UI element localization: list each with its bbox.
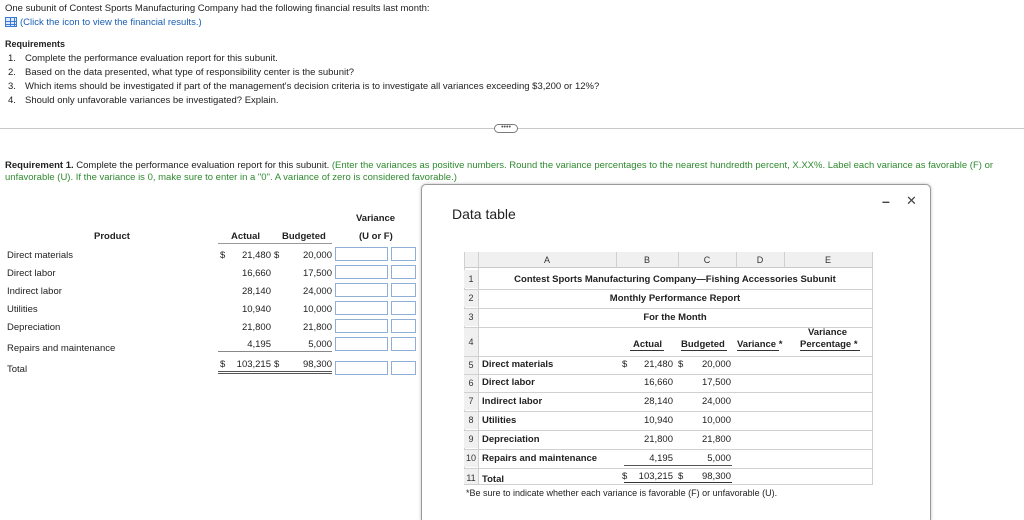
uf-input[interactable] [391,337,416,351]
column-header: C [678,252,736,268]
company-title: Contest Sports Manufacturing Company—Fishing Accessories Subunit [514,274,836,285]
currency-symbol: $ [622,471,628,482]
total-rule-2 [218,373,332,374]
req1-instruction-line2: unfavorable (U). If the variance is 0, make sure to enter in a "0". A variance of zero is considered favorable.) [5,172,457,183]
data-table-footnote: *Be sure to indicate whether each variance is favorable (F) or unfavorable (U). [466,488,778,498]
subtotal-rule [218,351,332,352]
actual-underline [630,350,664,351]
req1-instruction-line1: (Enter the variances as positive numbers. Round the variance percentages to the nearest hundredth percent, X.XX%. Label each variance as favorable (F) or [329,160,994,171]
actual-value: 21,800 [241,322,271,333]
requirement-number: 1. [8,53,16,64]
sheet-budgeted: 20,000 [701,359,731,370]
variance-underline [737,350,779,351]
req1-text: Complete the performance evaluation report for this subunit. [73,160,330,171]
grid-line [736,252,737,268]
row-number: 5 [464,356,478,374]
header-actual: Actual [231,231,261,242]
budgeted-value: 10,000 [302,304,332,315]
sheet-row-label: Indirect labor [482,396,543,407]
variance-input[interactable] [335,301,388,315]
financial-results-link[interactable] [5,17,202,28]
sheet-row-label: Repairs and maintenance [482,453,598,464]
requirement-number: 2. [8,67,16,78]
requirement-text: Complete the performance evaluation report for this subunit. [25,53,278,64]
col-variance-pct-label-1: Variance [808,327,848,338]
data-table-title: Data table [452,206,516,222]
grid-line [464,374,873,375]
header-uf: (U or F) [359,231,393,242]
row-number: 3 [464,308,478,326]
col-budgeted-label: Budgeted [681,339,725,350]
requirement-item [8,95,16,106]
req1-instructions [5,160,993,171]
grid-line [464,449,873,450]
header-rule [218,243,332,244]
requirement-text: Based on the data presented, what type of responsibility center is the subunit? [25,67,355,78]
requirement-number: 3. [8,81,16,92]
actual-value: 103,215 [236,359,271,370]
sheet-budgeted: 98,300 [701,471,731,482]
variance-input[interactable] [335,319,388,333]
header-variance: Variance [356,213,396,224]
sheet-actual: 4,195 [649,453,673,464]
budgeted-value: 20,000 [302,250,332,261]
sheet-actual: 10,940 [643,415,673,426]
sheet-budgeted: 24,000 [701,396,731,407]
row-label: Indirect labor [7,286,62,297]
sheet-actual: 16,660 [643,377,673,388]
requirement-item [8,81,16,92]
variance-input[interactable] [335,361,388,375]
variance-input[interactable] [335,283,388,297]
requirement-text: Should only unfavorable variances be investigated? Explain. [25,95,279,106]
minimize-button[interactable]: – [882,193,890,209]
grid-line [464,468,873,469]
total-rule-1 [218,371,332,372]
uf-input[interactable] [391,319,416,333]
financial-results-link-text[interactable]: (Click the icon to view the financial results.) [20,17,202,28]
requirement-item [8,53,16,64]
actual-value: 4,195 [247,339,271,350]
col-variance-pct-label-2: Percentage * [800,339,858,350]
report-title: Monthly Performance Report [609,293,741,304]
expand-button[interactable]: •••• [494,124,518,133]
currency-symbol: $ [274,250,280,261]
sheet-actual: 103,215 [638,471,673,482]
req1-label: Requirement 1. [5,160,74,171]
actual-value: 10,940 [241,304,271,315]
row-number: 6 [464,374,478,392]
grid-line [464,430,873,431]
row-number: 1 [464,270,478,288]
sheet-budgeted: 21,800 [701,434,731,445]
currency-symbol: $ [678,471,684,482]
grid-line [464,484,873,485]
variance-pct-underline [800,350,860,351]
row-number: 4 [464,327,478,357]
row-number: 9 [464,430,478,448]
row-label: Depreciation [7,322,61,333]
row-number: 2 [464,289,478,307]
sheet-budgeted: 5,000 [707,453,731,464]
uf-input[interactable] [391,247,416,261]
sheet-row-label: Direct materials [482,359,554,370]
row-label: Utilities [7,304,38,315]
currency-symbol: $ [220,250,226,261]
budgeted-value: 24,000 [302,286,332,297]
header-product: Product [94,231,130,242]
uf-input[interactable] [391,361,416,375]
grid-line [464,289,873,290]
requirement-text: Which items should be investigated if part of the management's decision criteria is to investigate all variances exceeding $3,200 or 12%? [25,81,600,92]
column-header: A [478,252,616,268]
column-header: E [784,252,872,268]
sheet-row-label: Total [482,474,504,485]
sheet-budgeted: 17,500 [701,377,731,388]
requirements-heading: Requirements [5,39,66,49]
report-period: For the Month [643,312,707,323]
sheet-total-rule [624,482,732,483]
column-header: B [616,252,678,268]
column-header: D [736,252,784,268]
row-number: 7 [464,392,478,410]
sheet-subtotal-rule [624,465,732,466]
uf-input[interactable] [391,265,416,279]
grid-line [678,252,679,268]
uf-input[interactable] [391,283,416,297]
currency-symbol: $ [274,359,280,370]
grid-line [464,392,873,393]
currency-symbol: $ [678,359,684,370]
data-table-dialog [421,184,931,520]
grid-line [464,356,873,357]
row-label: Total [7,364,28,375]
row-label: Direct labor [7,268,56,279]
grid-line [784,252,785,268]
budgeted-value: 5,000 [308,339,332,350]
row-number: 10 [464,449,478,467]
budgeted-value: 98,300 [302,359,332,370]
sheet-actual: 28,140 [643,396,673,407]
header-budgeted: Budgeted [282,231,326,242]
budgeted-underline [681,350,727,351]
currency-symbol: $ [220,359,226,370]
sheet-row-label: Utilities [482,415,517,426]
grid-line [616,252,617,268]
table-icon[interactable] [5,17,17,27]
uf-input[interactable] [391,301,416,315]
variance-input[interactable] [335,265,388,279]
row-number: 11 [464,468,478,484]
sheet-actual: 21,480 [643,359,673,370]
sheet-budgeted: 10,000 [701,415,731,426]
corner-cell [464,252,478,268]
sheet-row-label: Depreciation [482,434,540,445]
intro-text: One subunit of Contest Sports Manufacturing Company had the following financial results last month: [5,3,430,14]
actual-value: 28,140 [241,286,271,297]
row-label: Repairs and maintenance [7,343,116,354]
row-label: Direct materials [7,250,73,261]
col-variance-label: Variance * [737,339,783,350]
actual-value: 16,660 [241,268,271,279]
col-actual-label: Actual [633,339,663,350]
grid-line [464,411,873,412]
grid-line [464,308,873,309]
row-number: 8 [464,411,478,429]
requirement-item [8,67,16,78]
currency-symbol: $ [622,359,628,370]
budgeted-value: 17,500 [302,268,332,279]
close-button[interactable]: ✕ [906,193,917,208]
sheet-actual: 21,800 [643,434,673,445]
budgeted-value: 21,800 [302,322,332,333]
requirement-number: 4. [8,95,16,106]
variance-input[interactable] [335,337,388,351]
variance-input[interactable] [335,247,388,261]
sheet-row-label: Direct labor [482,377,535,388]
actual-value: 21,480 [241,250,271,261]
